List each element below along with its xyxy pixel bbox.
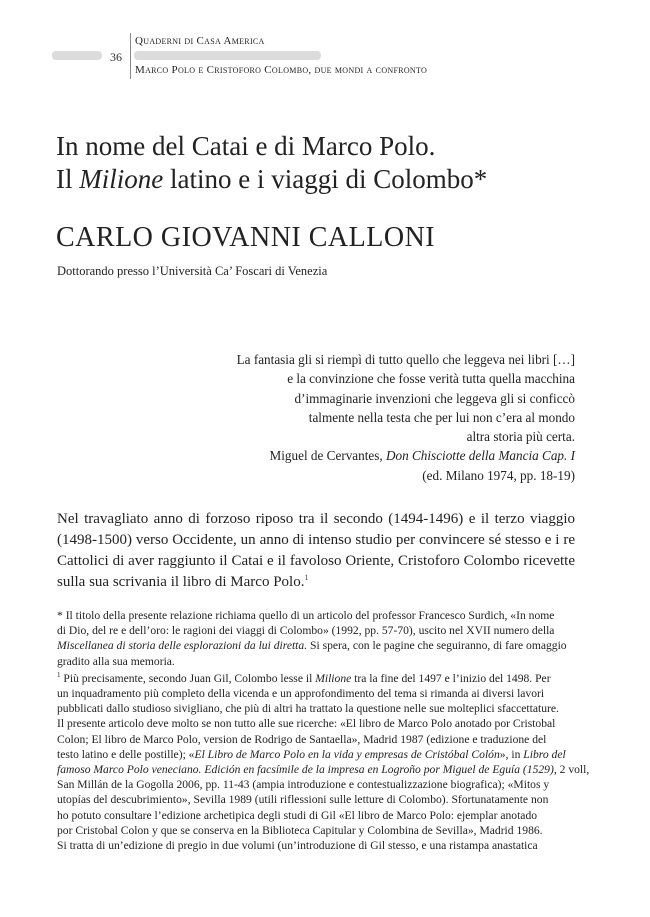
body-paragraph	[57, 509, 575, 593]
footnote-line	[57, 671, 577, 686]
epigraph-line: altra storia più certa.	[466, 429, 575, 445]
epigraph-line: talmente nella testa che per lui non c’era al mondo	[308, 409, 575, 425]
footnote-line: * Il titolo della presente relazione richiama quello di un articolo del professor Francesco Surdich, «In nome	[57, 609, 555, 622]
page-number: 36	[110, 50, 122, 64]
series-title: Quaderni di Casa America	[135, 35, 265, 47]
footnote-marker: 1	[57, 670, 61, 679]
volume-title: Marco Polo e Cristoforo Colombo, due mondi a confronto	[135, 64, 428, 76]
title-text: Il	[56, 164, 80, 194]
footnote-line: Si tratta di un’edizione di pregio in due volumi (un’introduzione di Gil stesso, e una ristampa anastatica	[57, 839, 538, 853]
footnote-line: por Cristobal Colon y que se conserva en la Biblioteca Capitular y Colombina de Sevilla», Madrid 1986.	[57, 823, 543, 837]
header-decor-bar-right	[134, 51, 321, 60]
footnote-line: Colon; El libro de Marco Polo, version de Rodrigo de Santaella», Madrid 1987 (edizione e traduzione del	[57, 732, 547, 746]
epigraph-edition: (ed. Milano 1974, pp. 18-19)	[422, 467, 575, 483]
footnote-italic: Milione	[315, 671, 352, 685]
footnote-line: di Dio, del re e dell’oro: le ragioni dei viaggi di Colombo» (1992, pp. 57-70), uscito nel XVII numero della	[57, 624, 555, 638]
footnote-line	[57, 747, 577, 762]
footnote-italic: Miscellanea di storia delle esplorazioni da lui diretta.	[57, 639, 308, 653]
footnotes	[57, 608, 590, 855]
footnote-text: testo latino e delle postille); «	[57, 747, 195, 761]
epigraph-line: e la convinzione che fosse verità tutta quella macchina	[287, 371, 575, 387]
epigraph-line: La fantasia gli si riempì di tutto quello che leggeva nei libri […]	[236, 352, 575, 367]
article-title	[56, 130, 616, 196]
epigraph-source	[175, 446, 575, 465]
footnote-line	[57, 762, 590, 777]
footnote-text: », in	[499, 747, 524, 761]
footnote-line: utopías del descubrimiento», Sevilla 1989 (utili riflessioni sulle letture di Colombo). Sfortunatamente non	[57, 793, 549, 807]
footnote-line: un inquadramento più completo della vicenda e un approfondimento del tema si rimanda ai diversi lavori	[57, 687, 545, 701]
footnote-text: Si spera, con le pagine che seguiranno, di fare omaggio	[307, 639, 567, 653]
epigraph	[175, 350, 575, 485]
footnote-text: Più precisamente, secondo Juan Gil, Colombo lesse il	[60, 671, 316, 685]
footnote-ref[interactable]: 1	[304, 573, 309, 582]
title-line-1: In nome del Catai e di Marco Polo.	[56, 131, 436, 161]
footnote-text: tra la fine del 1497 e l’inizio del 1498. Per	[351, 671, 551, 685]
title-text-end: latino e i viaggi di Colombo*	[163, 164, 488, 194]
author-affiliation: Dottorando presso l’Università Ca’ Foscari di Venezia	[57, 264, 328, 278]
footnote-line	[57, 638, 577, 653]
epigraph-source-author: Miguel de Cervantes,	[269, 448, 386, 464]
epigraph-line: d’immaginarie invenzioni che leggeva gli si conficcò	[294, 390, 575, 406]
footnote-italic: El Libro de Marco Polo en la vida y empresas de Cristóbal Colón	[194, 747, 500, 761]
footnote-1	[57, 670, 590, 853]
author-name: CARLO GIOVANNI CALLONI	[56, 222, 436, 253]
footnote-line: San Millán de la Gogolla 2006, pp. 11-43 (ampia introduzione e contestualizzazione biografica); «Mitos y	[57, 778, 550, 792]
header-decor-bar-left	[52, 51, 102, 60]
footnote-line: gradito alla sua memoria.	[57, 654, 175, 668]
footnote-line: pubblicati dallo studioso sivigliano, che più di altri ha trattato la questione nelle sue molteplici sfaccettature.	[57, 702, 559, 716]
title-line-2	[56, 163, 616, 196]
body-text: Nel travagliato anno di forzoso riposo tra il secondo (1494-1496) e il terzo viaggio (1498-1500) verso Occidente, un anno di intenso studio per convincere sé stesso e i re Cattolici di aver raggiunto il Catai e il favoloso Oriente, Cristoforo Colombo ricevette sulla sua scrivania il libro di Marco Polo.	[57, 511, 575, 590]
footnote-line: ho potuto consultare l’edizione archetipica degli studi di Gil «El libro de Marco Polo: ejemplar anotado	[57, 808, 538, 822]
epigraph-source-work: Don Chisciotte della Mancia Cap. I	[386, 448, 575, 464]
footnote-italic: famoso Marco Polo veneciano. Edición en facsímile de la impresa en Logroño por Miguel de Eguía (1529)	[57, 763, 554, 777]
header-vertical-rule	[130, 33, 131, 79]
title-italic-milione: Milione	[79, 164, 164, 194]
footnote-line: Il presente articolo deve molto se non tutto alle sue ricerche: «El libro de Marco Polo anotado por Cristobal	[57, 717, 556, 731]
footnote-star	[57, 608, 577, 669]
footnote-text: , 2 voll,	[553, 763, 590, 777]
footnote-italic: Libro del	[523, 747, 566, 761]
